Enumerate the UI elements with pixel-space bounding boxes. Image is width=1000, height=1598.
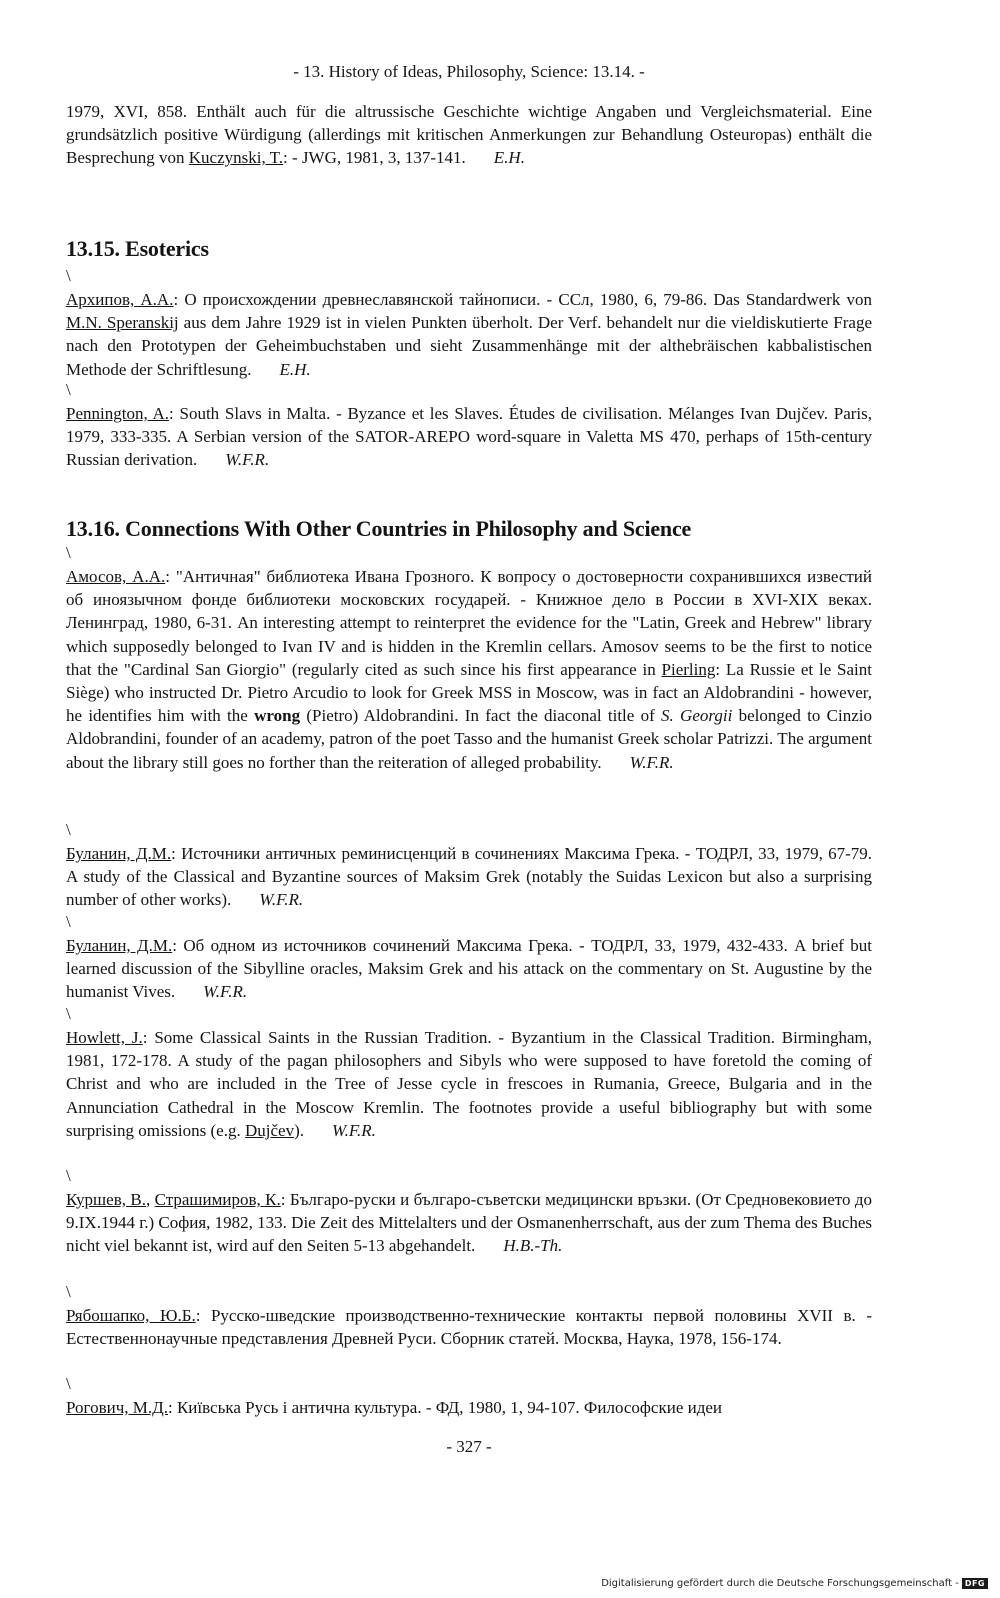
ref-link: Pierling xyxy=(661,659,716,679)
reviewer-initials: H.B.-Th. xyxy=(503,1236,563,1256)
reviewer-initials: E.H. xyxy=(493,148,525,168)
footer-credit: Digitalisierung gefördert durch die Deutsche Forschungsgemeinschaft - DFG xyxy=(601,1578,988,1589)
entry-author: Рябошапко, Ю.Б. xyxy=(66,1306,196,1325)
entry-separator: \ xyxy=(66,820,71,839)
running-head: - 13. History of Ideas, Philosophy, Science: 13.14. - xyxy=(293,62,645,81)
reviewer-initials: W.F.R. xyxy=(225,450,270,470)
reviewer-initials: W.F.R. xyxy=(629,752,674,772)
entry-separator: \ xyxy=(66,380,71,399)
reviewer-initials: W.F.R. xyxy=(203,982,248,1002)
entry-separator: \ xyxy=(66,1166,71,1185)
entry-bulanin-1: Буланин, Д.М.: Источники античных реминисценций в сочинениях Максима Грека. - ТОДРЛ, 33, 1979, 67-79. A study of the Classical and Byzantine sources of Maksim Grek (notably the Suidas Lexicon but also a surprising number of other works). W.F.R. xyxy=(66,844,872,910)
section-title-connections: 13.16. Connections With Other Countries in Philosophy and Science xyxy=(66,516,692,541)
reviewer-initials: W.F.R. xyxy=(259,890,304,910)
entry-author: Howlett, J. xyxy=(66,1028,143,1047)
entry-separator: \ xyxy=(66,912,71,931)
entry-kurshev: Куршев, В., Страшимиров, К.: Българо-руски и българо-съветски медицински връзки. (От Средновековието до 9.IX.1944 г.) София, 1982, 133. Die Zeit des Mittelalters und der Osmanenherrschaft, aus der zum Thema des Buches nicht viel bekannt ist, wird auf den Seiten 5-13 abgehandelt. H.B.-Th. xyxy=(66,1190,872,1256)
entry-author: Pennington, A. xyxy=(66,404,170,423)
entry-pennington: Pennington, A.: South Slavs in Malta. - Byzance et les Slaves. Études de civilisation. Mélanges Ivan Dujčev. Paris, 1979, 333-335. A Serbian version of the SATOR-AREPO word-square in Valetta MS 470, perhaps of 15th-century Russian derivation. W.F.R. xyxy=(66,404,872,470)
section-title-esoterics: 13.15. Esoterics xyxy=(66,236,209,261)
entry-ryaboshapko: Рябошапко, Ю.Б.: Русско-шведские производственно-технические контакты первой половины XVII в. - Естественнонаучные представления Древней Руси. Сборник статей. Москва, Наука, 1978, 156-174. xyxy=(66,1306,872,1349)
entry-arkhipov: Архипов, А.А.: О происхождении древнеславянской тайнописи. - ССл, 1980, 6, 79-86. Das Standardwerk von M.N. Speranskij aus dem Jahre 1929 ist in vielen Punkten überholt. Der Verf. behandelt nur die vieldiskutierte Frage nach den Prototypen der Geheimbuchstaben und sieht Zusammenhänge mit der althebräischen kabbalistischen Methode der Schriftlesung. E.H. xyxy=(66,290,873,379)
reviewer-initials: E.H. xyxy=(279,359,311,379)
entry-separator: \ xyxy=(66,1374,71,1393)
entry-author: Буланин, Д.М. xyxy=(66,844,172,863)
dfg-logo-icon: DFG xyxy=(962,1578,988,1589)
entry-separator: \ xyxy=(66,543,71,562)
entry-amosov: Амосов, А.А.: "Античная" библиотека Ивана Грозного. К вопросу о достоверности сохранившихся известий об иноязычном фонде библиотеки московских государей. - Книжное дело в России в XVI-XIX веках. Ленинград, 1980, 6-31. An interesting attempt to reinterpret the evidence for the "Latin, Greek and Hebrew" library which supposedly belonged to Ivan IV and is hidden in the Kremlin cellars. Amosov seems to be the first to notice that the "Cardinal San Giorgio" (regularly cited as such since his first appearance in Pierling: La Russie et le Saint Siège) who instructed Dr. Pietro Arcudio to look for Greek MSS in Moscow, was in fact an Aldobrandini - however, he identifies him with the wrong (Pietro) Aldobrandini. In fact the diaconal title of S. Georgii belonged to Cinzio Aldobrandini, founder of an academy, patron of the poet Tasso and the humanist Greek scholar Patrizzi. The argument about the library still goes no forther than the reiteration of alleged probability. W.F.R. xyxy=(66,567,872,772)
reviewer-initials: W.F.R. xyxy=(332,1120,376,1140)
ref-link: Kuczynski, T. xyxy=(188,148,284,168)
entry-separator: \ xyxy=(66,1282,71,1301)
entry-author: Рогович, М.Д. xyxy=(66,1398,168,1417)
entry-author: Страшимиров, К. xyxy=(154,1190,281,1209)
entry-separator: \ xyxy=(66,266,71,285)
ref-link: Dujčev xyxy=(244,1120,295,1140)
entry-author: Амосов, А.А. xyxy=(66,567,166,586)
entry-author: Архипов, А.А. xyxy=(66,290,174,309)
ref-link: M.N. Speranskij xyxy=(66,313,179,333)
entry-rogovich: Рогович, М.Д.: Київська Русь і антична культура. - ФД, 1980, 1, 94-107. Философские идеи xyxy=(66,1398,723,1417)
entry-separator: \ xyxy=(66,1004,71,1023)
entry-continuation: 1979, XVI, 858. Enthält auch für die altrussische Geschichte wichtige Angaben und Vergleichsmaterial. Eine grundsätzlich positive Würdigung (allerdings mit kritischen Anmerkungen zur Behandlung Osteuropas) enthält die Besprechung von Kuczynski, T.: - JWG, 1981, 3, 137-141. E.H. xyxy=(66,102,872,168)
entry-howlett: Howlett, J.: Some Classical Saints in the Russian Tradition. - Byzantium in the Classical Tradition. Birmingham, 1981, 172-178. A study of the pagan philosophers and Sibyls who were supposed to have foretold the coming of Christ and who are included in the Tree of Jesse cycle in frescoes in Rumania, Greece, Bulgaria and in the Annunciation Cathedral in the Moscow Kremlin. The footnotes provide a useful bibliography but with some surprising omissions (e.g. Dujčev). W.F.R. xyxy=(66,1028,872,1140)
page-number: - 327 - xyxy=(446,1437,492,1456)
entry-author: Буланин, Д.М. xyxy=(66,936,173,955)
entry-bulanin-2: Буланин, Д.М.: Об одном из источников сочинений Максима Грека. - ТОДРЛ, 33, 1979, 432-433. A brief but learned discussion of the Sibylline oracles, Maksim Grek and his attack on the commentary on St. Augustine by the humanist Vives. W.F.R. xyxy=(66,936,873,1002)
entry-author: Куршев, В. xyxy=(66,1190,146,1209)
